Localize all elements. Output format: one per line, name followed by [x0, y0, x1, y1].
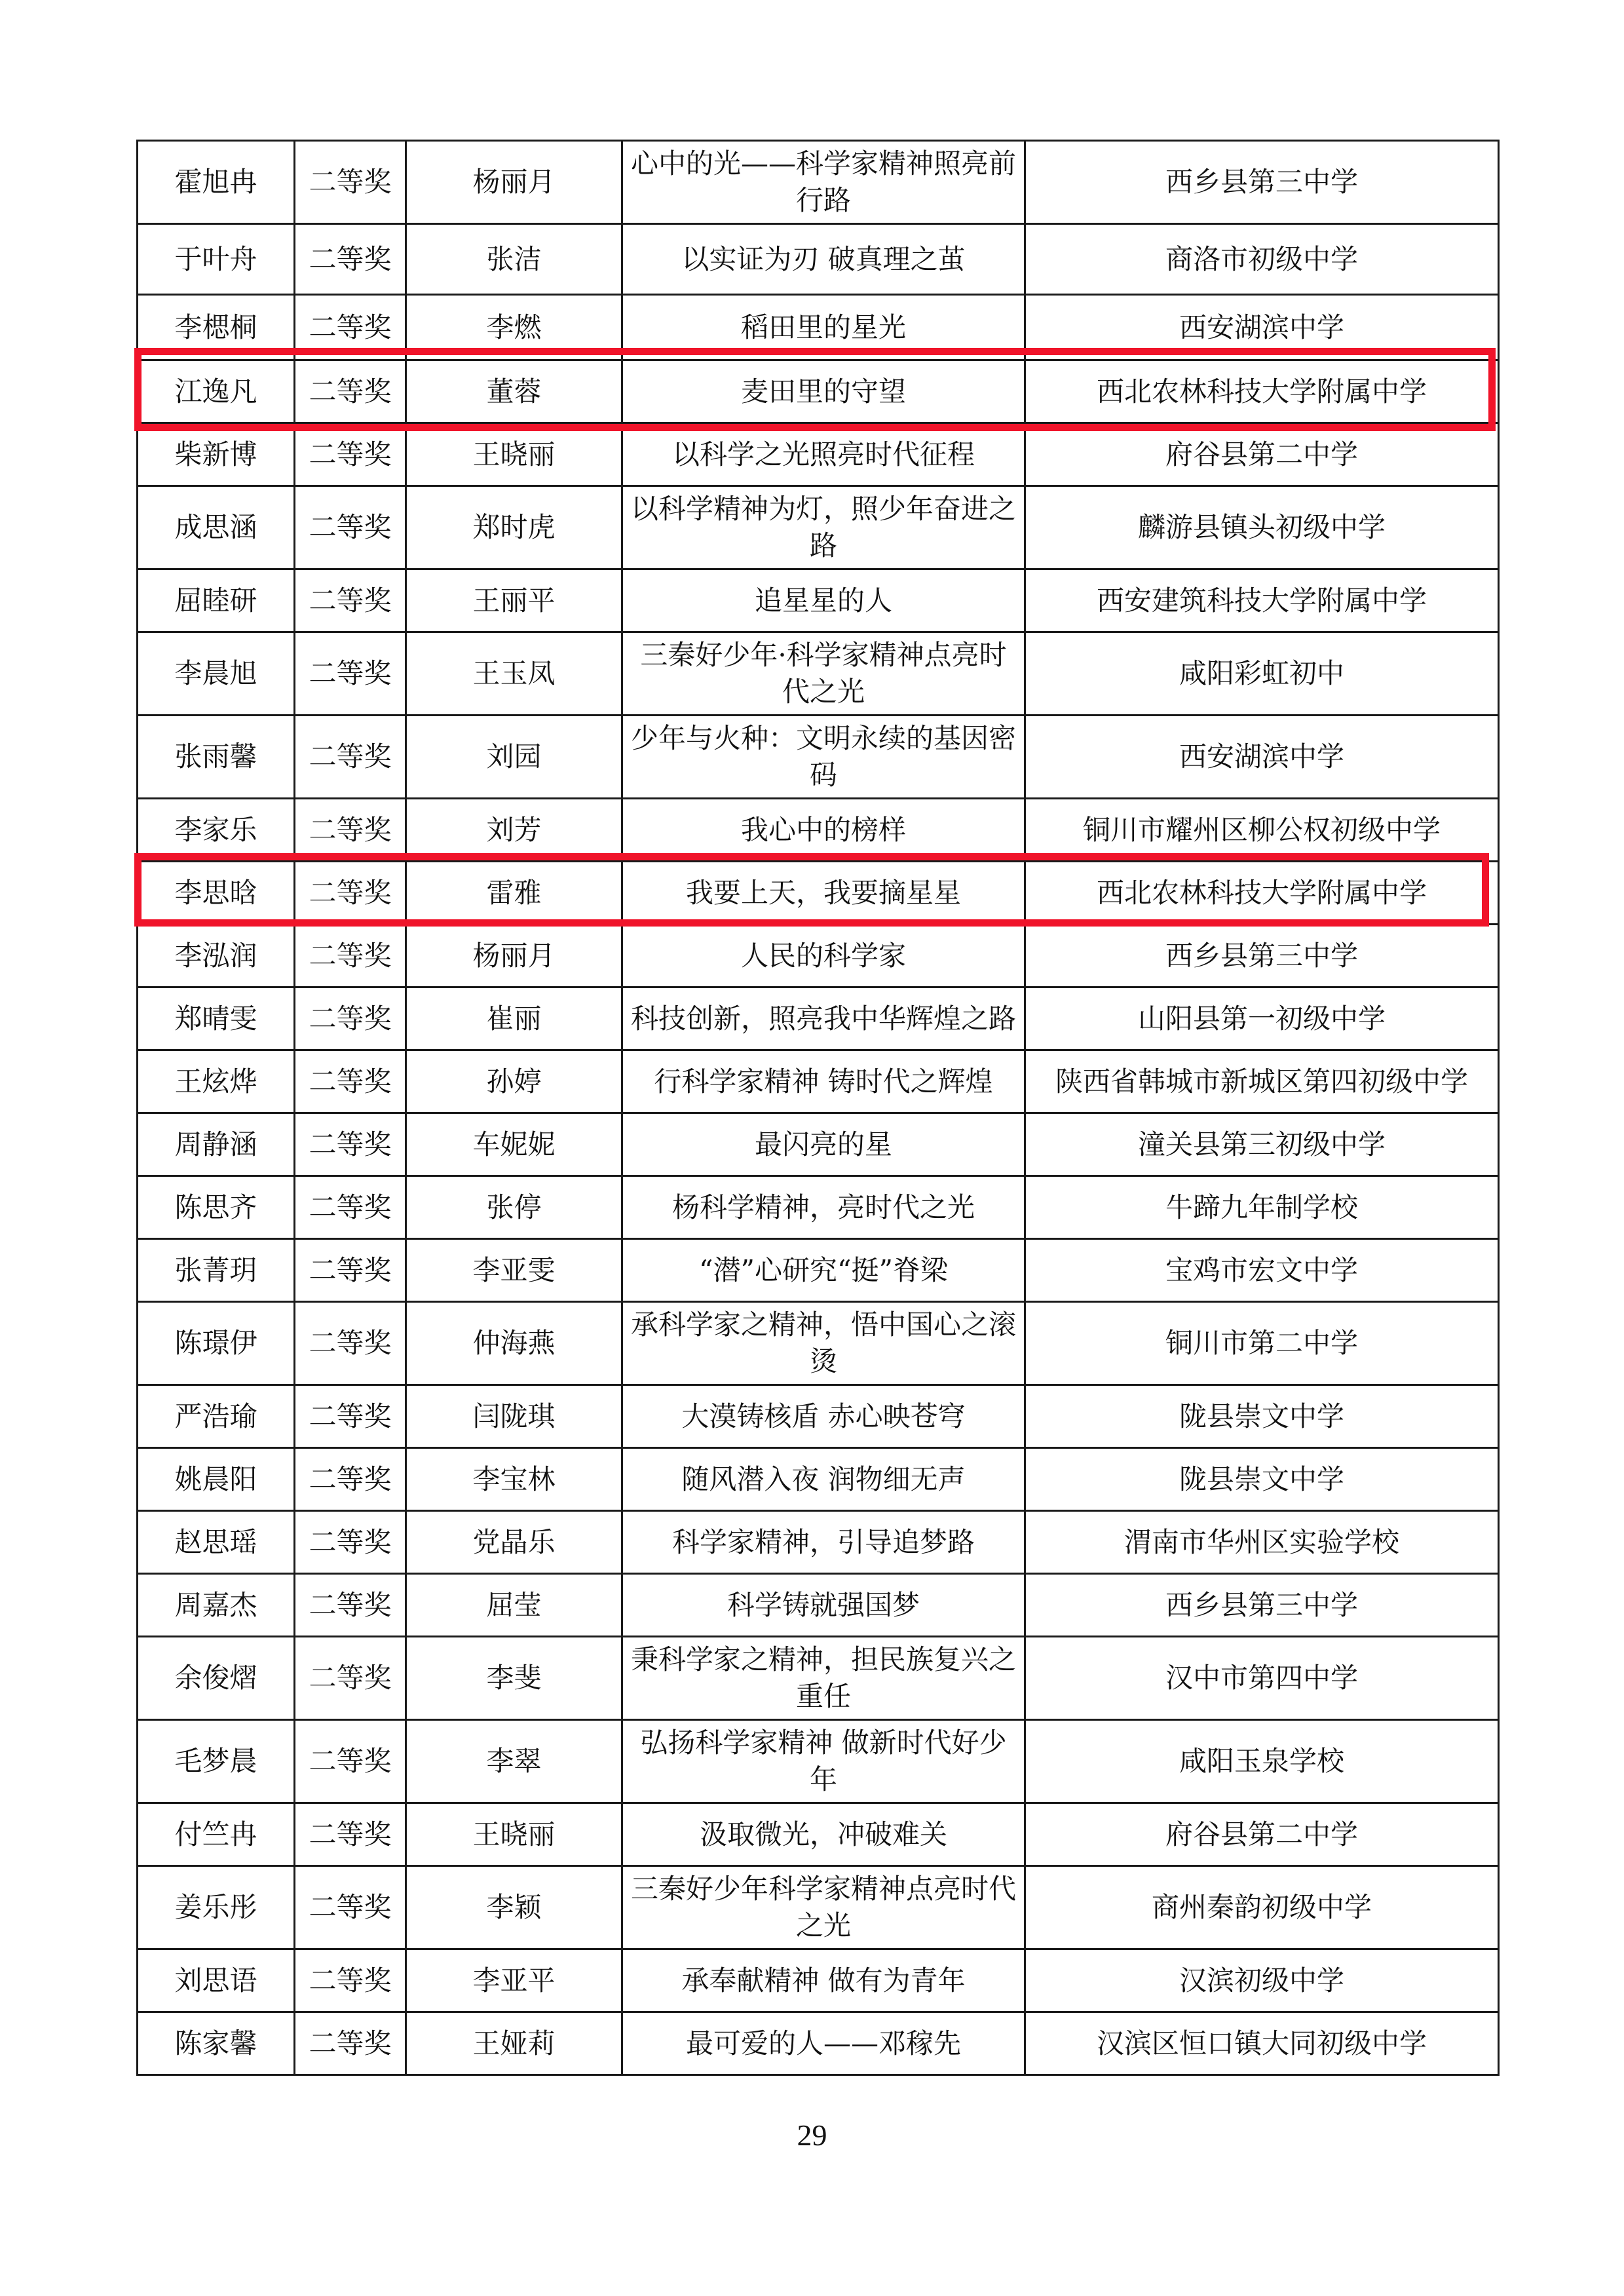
cell-student: 姚晨阳 [138, 1448, 295, 1511]
cell-title: 以科学之光照亮时代征程 [622, 423, 1025, 486]
cell-title: 科学家精神，引导追梦路 [622, 1511, 1025, 1574]
cell-school: 汉中市第四中学 [1025, 1637, 1499, 1720]
cell-award: 二等奖 [295, 925, 406, 987]
cell-award: 二等奖 [295, 486, 406, 569]
page-number: 29 [797, 2118, 827, 2152]
cell-school: 西安建筑科技大学附属中学 [1025, 569, 1499, 632]
cell-teacher: 车妮妮 [406, 1113, 622, 1176]
cell-student: 余俊熠 [138, 1637, 295, 1720]
table-row [138, 987, 1499, 1050]
table-row [138, 716, 1499, 799]
cell-teacher: 王娅莉 [406, 2012, 622, 2075]
cell-school: 西安湖滨中学 [1025, 716, 1499, 799]
cell-teacher: 张洁 [406, 224, 622, 295]
cell-award: 二等奖 [295, 1637, 406, 1720]
cell-award: 二等奖 [295, 799, 406, 862]
cell-school: 陕西省韩城市新城区第四初级中学 [1025, 1050, 1499, 1113]
cell-title: 追星星的人 [622, 569, 1025, 632]
cell-school: 山阳县第一初级中学 [1025, 987, 1499, 1050]
cell-teacher: 董蓉 [406, 360, 622, 423]
cell-teacher: 刘园 [406, 716, 622, 799]
table-row [138, 1803, 1499, 1866]
cell-title: 以实证为刃 破真理之茧 [622, 224, 1025, 295]
cell-title: 麦田里的守望 [622, 360, 1025, 423]
table-row-highlighted [138, 862, 1499, 925]
cell-school: 府谷县第二中学 [1025, 1803, 1499, 1866]
cell-teacher: 党晶乐 [406, 1511, 622, 1574]
cell-student: 成思涵 [138, 486, 295, 569]
cell-school: 麟游县镇头初级中学 [1025, 486, 1499, 569]
cell-award: 二等奖 [295, 1302, 406, 1385]
awards-table [136, 140, 1500, 2076]
cell-student: 陈家馨 [138, 2012, 295, 2075]
cell-title: 以科学精神为灯，照少年奋进之路 [622, 486, 1025, 569]
cell-title: 行科学家精神 铸时代之辉煌 [622, 1050, 1025, 1113]
cell-school: 汉滨初级中学 [1025, 1949, 1499, 2012]
cell-teacher: 孙婷 [406, 1050, 622, 1113]
table-row [138, 1113, 1499, 1176]
table-row [138, 1239, 1499, 1302]
cell-student: 郑晴雯 [138, 987, 295, 1050]
cell-award: 二等奖 [295, 1803, 406, 1866]
cell-title: 最闪亮的星 [622, 1113, 1025, 1176]
table-row [138, 799, 1499, 862]
cell-teacher: 闫陇琪 [406, 1385, 622, 1448]
table-row-highlighted [138, 360, 1499, 423]
cell-award: 二等奖 [295, 2012, 406, 2075]
cell-student: 李楒桐 [138, 295, 295, 360]
cell-student: 周静涵 [138, 1113, 295, 1176]
cell-school: 西安湖滨中学 [1025, 295, 1499, 360]
cell-award: 二等奖 [295, 295, 406, 360]
cell-school: 西北农林科技大学附属中学 [1025, 862, 1499, 925]
cell-teacher: 李颖 [406, 1866, 622, 1949]
cell-title: 科学铸就强国梦 [622, 1574, 1025, 1637]
table-row [138, 1385, 1499, 1448]
cell-title: 我心中的榜样 [622, 799, 1025, 862]
table-row [138, 486, 1499, 569]
cell-title: 秉科学家之精神，担民族复兴之重任 [622, 1637, 1025, 1720]
cell-school: 咸阳玉泉学校 [1025, 1720, 1499, 1803]
cell-award: 二等奖 [295, 1511, 406, 1574]
cell-student: 李泓润 [138, 925, 295, 987]
cell-award: 二等奖 [295, 1574, 406, 1637]
cell-student: 陈思齐 [138, 1176, 295, 1239]
cell-title: 最可爱的人——邓稼先 [622, 2012, 1025, 2075]
cell-teacher: 李宝林 [406, 1448, 622, 1511]
cell-teacher: 李亚雯 [406, 1239, 622, 1302]
cell-title: 承科学家之精神，悟中国心之滚烫 [622, 1302, 1025, 1385]
cell-award: 二等奖 [295, 224, 406, 295]
cell-student: 江逸凡 [138, 360, 295, 423]
cell-award: 二等奖 [295, 1448, 406, 1511]
cell-teacher: 李斐 [406, 1637, 622, 1720]
cell-student: 陈璟伊 [138, 1302, 295, 1385]
cell-teacher: 李燃 [406, 295, 622, 360]
cell-school: 牛蹄九年制学校 [1025, 1176, 1499, 1239]
table-row [138, 423, 1499, 486]
cell-school: 西乡县第三中学 [1025, 141, 1499, 224]
cell-teacher: 李亚平 [406, 1949, 622, 2012]
cell-title: 人民的科学家 [622, 925, 1025, 987]
cell-school: 宝鸡市宏文中学 [1025, 1239, 1499, 1302]
cell-teacher: 仲海燕 [406, 1302, 622, 1385]
table-row [138, 925, 1499, 987]
cell-teacher: 李翠 [406, 1720, 622, 1803]
cell-student: 严浩瑜 [138, 1385, 295, 1448]
cell-award: 二等奖 [295, 716, 406, 799]
cell-student: 刘思语 [138, 1949, 295, 2012]
cell-title: 科技创新，照亮我中华辉煌之路 [622, 987, 1025, 1050]
cell-teacher: 王玉凤 [406, 632, 622, 716]
table-row [138, 2012, 1499, 2075]
cell-award: 二等奖 [295, 1866, 406, 1949]
cell-student: 张菁玥 [138, 1239, 295, 1302]
cell-award: 二等奖 [295, 141, 406, 224]
cell-award: 二等奖 [295, 862, 406, 925]
table-row [138, 632, 1499, 716]
cell-student: 屈睦研 [138, 569, 295, 632]
cell-teacher: 郑时虎 [406, 486, 622, 569]
table-row [138, 1302, 1499, 1385]
table-row [138, 1574, 1499, 1637]
cell-title: 大漠铸核盾 赤心映苍穹 [622, 1385, 1025, 1448]
awards-table-body [138, 141, 1499, 2075]
cell-title: 稻田里的星光 [622, 295, 1025, 360]
cell-award: 二等奖 [295, 423, 406, 486]
table-row [138, 1176, 1499, 1239]
cell-title: 承奉献精神 做有为青年 [622, 1949, 1025, 2012]
cell-school: 西乡县第三中学 [1025, 925, 1499, 987]
cell-school: 铜川市耀州区柳公权初级中学 [1025, 799, 1499, 862]
cell-award: 二等奖 [295, 632, 406, 716]
cell-title: “潜”心研究“挺”脊梁 [622, 1239, 1025, 1302]
cell-teacher: 刘芳 [406, 799, 622, 862]
table-row [138, 1050, 1499, 1113]
table-row [138, 1448, 1499, 1511]
table-row [138, 1720, 1499, 1803]
cell-student: 周嘉杰 [138, 1574, 295, 1637]
table-row [138, 1637, 1499, 1720]
cell-teacher: 屈莹 [406, 1574, 622, 1637]
cell-student: 张雨馨 [138, 716, 295, 799]
cell-award: 二等奖 [295, 1050, 406, 1113]
cell-student: 于叶舟 [138, 224, 295, 295]
cell-title: 杨科学精神，亮时代之光 [622, 1176, 1025, 1239]
cell-student: 李晨旭 [138, 632, 295, 716]
cell-title: 随风潜入夜 润物细无声 [622, 1448, 1025, 1511]
cell-student: 柴新博 [138, 423, 295, 486]
cell-award: 二等奖 [295, 1385, 406, 1448]
cell-school: 渭南市华州区实验学校 [1025, 1511, 1499, 1574]
cell-school: 西乡县第三中学 [1025, 1574, 1499, 1637]
cell-teacher: 王晓丽 [406, 423, 622, 486]
cell-school: 商州秦韵初级中学 [1025, 1866, 1499, 1949]
cell-award: 二等奖 [295, 1720, 406, 1803]
cell-award: 二等奖 [295, 1113, 406, 1176]
cell-award: 二等奖 [295, 360, 406, 423]
cell-title: 汲取微光，冲破难关 [622, 1803, 1025, 1866]
cell-title: 心中的光——科学家精神照亮前行路 [622, 141, 1025, 224]
cell-award: 二等奖 [295, 987, 406, 1050]
cell-student: 霍旭冉 [138, 141, 295, 224]
cell-teacher: 雷雅 [406, 862, 622, 925]
cell-student: 李思晗 [138, 862, 295, 925]
cell-school: 陇县崇文中学 [1025, 1385, 1499, 1448]
cell-teacher: 崔丽 [406, 987, 622, 1050]
cell-award: 二等奖 [295, 569, 406, 632]
cell-school: 汉滨区恒口镇大同初级中学 [1025, 2012, 1499, 2075]
table-row [138, 569, 1499, 632]
cell-school: 府谷县第二中学 [1025, 423, 1499, 486]
cell-title: 少年与火种：文明永续的基因密码 [622, 716, 1025, 799]
cell-school: 陇县崇文中学 [1025, 1448, 1499, 1511]
table-row [138, 224, 1499, 295]
cell-award: 二等奖 [295, 1176, 406, 1239]
cell-title: 弘扬科学家精神 做新时代好少年 [622, 1720, 1025, 1803]
cell-student: 李家乐 [138, 799, 295, 862]
table-row [138, 1511, 1499, 1574]
table-row [138, 1949, 1499, 2012]
cell-teacher: 王丽平 [406, 569, 622, 632]
table-row [138, 141, 1499, 224]
cell-award: 二等奖 [295, 1239, 406, 1302]
table-row [138, 1866, 1499, 1949]
cell-teacher: 张停 [406, 1176, 622, 1239]
table-row [138, 295, 1499, 360]
cell-student: 付竺冉 [138, 1803, 295, 1866]
cell-student: 毛梦晨 [138, 1720, 295, 1803]
cell-school: 咸阳彩虹初中 [1025, 632, 1499, 716]
cell-student: 王炫烨 [138, 1050, 295, 1113]
cell-title: 三秦好少年·科学家精神点亮时代之光 [622, 632, 1025, 716]
cell-school: 商洛市初级中学 [1025, 224, 1499, 295]
cell-award: 二等奖 [295, 1949, 406, 2012]
cell-school: 潼关县第三初级中学 [1025, 1113, 1499, 1176]
cell-school: 西北农林科技大学附属中学 [1025, 360, 1499, 423]
cell-teacher: 杨丽月 [406, 141, 622, 224]
cell-teacher: 杨丽月 [406, 925, 622, 987]
cell-teacher: 王晓丽 [406, 1803, 622, 1866]
cell-title: 我要上天，我要摘星星 [622, 862, 1025, 925]
cell-title: 三秦好少年科学家精神点亮时代之光 [622, 1866, 1025, 1949]
cell-school: 铜川市第二中学 [1025, 1302, 1499, 1385]
cell-student: 姜乐彤 [138, 1866, 295, 1949]
cell-student: 赵思瑶 [138, 1511, 295, 1574]
